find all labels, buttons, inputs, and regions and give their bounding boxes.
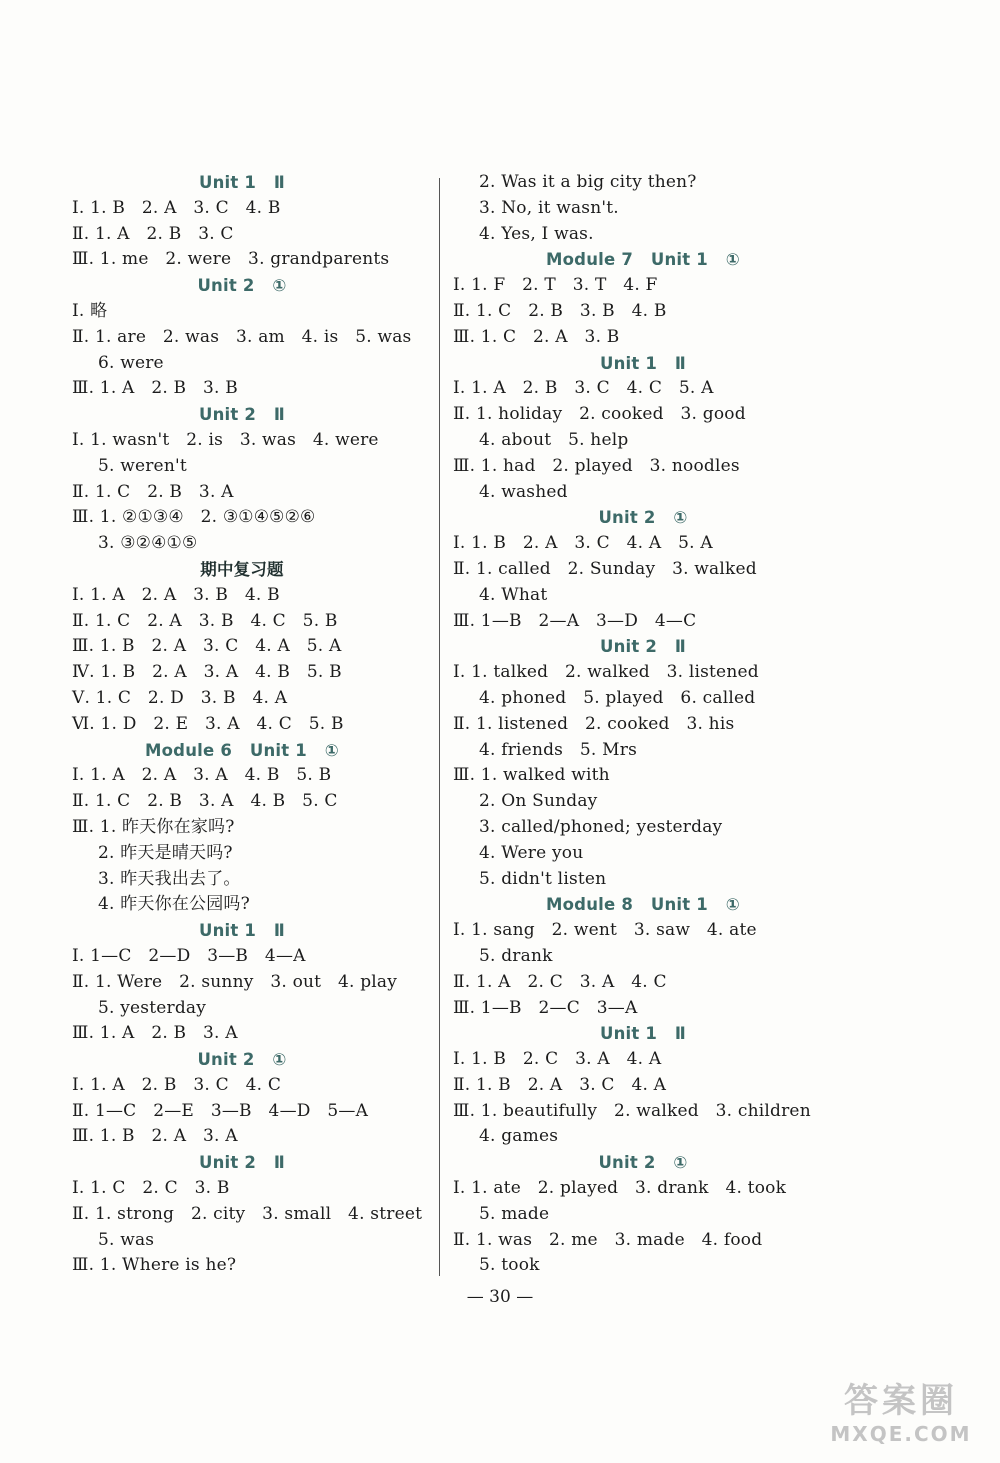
answer-line: Ⅲ. 1. A 2. B 3. A — [72, 1023, 238, 1044]
answer-line: Ⅲ. 1. 昨天你在家吗? — [72, 816, 235, 837]
answer-line: Ⅲ. 1. ②①③④ 2. ③①④⑤②⑥ — [72, 507, 316, 528]
section-heading: 期中复习题 — [200, 559, 284, 579]
left-column — [72, 170, 423, 1279]
answer-line: Ⅰ. 1. A 2. A 3. B 4. B — [72, 584, 280, 605]
answer-line: Ⅱ. 1—C 2—E 3—B 4—D 5—A — [72, 1100, 369, 1121]
answer-line: Ⅰ. 1. F 2. T 3. T 4. F — [453, 275, 658, 296]
answer-line: 2. Was it a big city then? — [479, 172, 697, 192]
answer-line: Ⅲ. 1—B 2—C 3—A — [453, 997, 638, 1018]
answer-line: 5. yesterday — [98, 997, 207, 1018]
answer-line: Ⅳ. 1. B 2. A 3. A 4. B 5. B — [72, 662, 342, 683]
section-heading: Unit 1 Ⅱ — [198, 173, 285, 192]
answer-line: 4. Yes, I was. — [479, 223, 594, 244]
answer-line: 4. phoned 5. played 6. called — [479, 687, 756, 708]
answer-line: 4. games — [479, 1126, 559, 1147]
section-heading: Unit 2 ① — [197, 276, 287, 296]
answer-line: Ⅲ. 1. Where is he? — [72, 1255, 237, 1276]
answer-line: 4. 昨天你在公园吗? — [98, 894, 250, 915]
answer-line: Ⅵ. 1. D 2. E 3. A 4. C 5. B — [72, 713, 344, 734]
section-heading: Module 8 Unit 1 ① — [546, 895, 740, 915]
answer-line: Ⅰ. 1. wasn't 2. is 3. was 4. were — [72, 429, 379, 450]
answer-line: Ⅲ. 1—B 2—A 3—D 4—C — [453, 610, 697, 631]
section-heading: Unit 2 ① — [598, 508, 688, 528]
answer-line: Ⅰ. 1. B 2. A 3. C 4. B — [72, 197, 281, 218]
answer-line: Ⅱ. 1. called 2. Sunday 3. walked — [453, 558, 757, 579]
page-number: — 30 — — [466, 1287, 534, 1307]
section-heading: Unit 2 Ⅱ — [599, 637, 686, 657]
answer-line: Ⅱ. 1. are 2. was 3. am 4. is 5. was — [72, 326, 412, 347]
watermark-en: MXQE.COM — [830, 1422, 972, 1446]
answer-line: Ⅱ. 1. listened 2. cooked 3. his — [453, 713, 735, 734]
answer-line: 5. drank — [479, 945, 553, 966]
answer-line: 2. On Sunday — [479, 791, 598, 812]
answer-line: Ⅱ. 1. C 2. A 3. B 4. C 5. B — [72, 610, 338, 631]
section-heading: Unit 1 Ⅱ — [198, 921, 285, 941]
section-heading: Unit 1 Ⅱ — [599, 353, 686, 373]
answer-line: Ⅰ. 1. B 2. A 3. C 4. A 5. A — [453, 533, 713, 554]
answer-line: Ⅱ. 1. C 2. B 3. B 4. B — [453, 300, 667, 321]
answer-line: 5. made — [479, 1203, 550, 1224]
answer-line: Ⅴ. 1. C 2. D 3. B 4. A — [72, 687, 288, 708]
answer-line: 4. washed — [479, 481, 568, 502]
answer-line: Ⅰ. 1. A 2. B 3. C 4. C 5. A — [453, 378, 714, 399]
answer-line: Ⅰ. 1—C 2—D 3—B 4—A — [72, 945, 306, 966]
answer-line: 3. ③②④①⑤ — [98, 533, 198, 554]
answer-line: Ⅰ. 1. C 2. C 3. B — [72, 1178, 230, 1199]
column-divider — [439, 178, 440, 1276]
answer-line: Ⅱ. 1. strong 2. city 3. small 4. street — [72, 1203, 423, 1224]
answer-line: Ⅱ. 1. B 2. A 3. C 4. A — [453, 1074, 667, 1095]
answer-line: 3. called/phoned; yesterday — [479, 816, 723, 837]
section-heading: Unit 2 ① — [598, 1153, 688, 1173]
answer-line: 5. was — [98, 1229, 155, 1250]
answer-line: 5. weren't — [98, 455, 187, 476]
answer-line: Ⅱ. 1. A 2. B 3. C — [72, 223, 234, 244]
section-heading: Unit 1 Ⅱ — [599, 1024, 686, 1044]
answer-line: Ⅰ. 1. A 2. A 3. A 4. B 5. B — [72, 765, 332, 786]
watermark-logo — [816, 1381, 986, 1455]
answer-line: Ⅰ. 1. talked 2. walked 3. listened — [453, 662, 759, 683]
right-column — [453, 170, 833, 1279]
answer-line: Ⅰ. 略 — [72, 300, 108, 321]
answer-line: 4. Were you — [479, 842, 584, 863]
answer-line: Ⅰ. 1. A 2. B 3. C 4. C — [72, 1074, 282, 1095]
answer-line: 4. What — [479, 584, 548, 605]
answer-line: Ⅱ. 1. Were 2. sunny 3. out 4. play — [72, 971, 398, 992]
answer-line: Ⅱ. 1. holiday 2. cooked 3. good — [453, 404, 746, 425]
answer-line: Ⅱ. 1. C 2. B 3. A 4. B 5. C — [72, 791, 338, 812]
answer-line: Ⅲ. 1. A 2. B 3. B — [72, 378, 238, 399]
answer-line: 5. took — [479, 1255, 540, 1276]
answer-line: 6. were — [98, 352, 164, 373]
answer-line: Ⅲ. 1. had 2. played 3. noodles — [453, 455, 740, 476]
answer-line: Ⅱ. 1. A 2. C 3. A 4. C — [453, 971, 667, 992]
answer-line: Ⅲ. 1. walked with — [453, 765, 610, 786]
answer-line: 4. about 5. help — [479, 429, 629, 450]
answer-line: Ⅲ. 1. B 2. A 3. C 4. A 5. A — [72, 636, 342, 657]
answer-line: Ⅰ. 1. B 2. C 3. A 4. A — [453, 1049, 662, 1070]
answer-line: Ⅲ. 1. beautifully 2. walked 3. children — [453, 1100, 811, 1121]
answer-line: 4. friends 5. Mrs — [479, 739, 637, 760]
answer-line: 2. 昨天是晴天吗? — [98, 842, 233, 863]
answer-line: Ⅲ. 1. C 2. A 3. B — [453, 326, 620, 347]
answer-line: Ⅰ. 1. ate 2. played 3. drank 4. took — [453, 1178, 787, 1199]
answer-line: Ⅱ. 1. was 2. me 3. made 4. food — [453, 1229, 763, 1250]
watermark-cn: 答案圈 — [844, 1381, 958, 1421]
section-heading: Module 7 Unit 1 ① — [546, 250, 740, 270]
answer-line: 3. No, it wasn't. — [479, 197, 619, 218]
answer-line: Ⅲ. 1. B 2. A 3. A — [72, 1126, 238, 1147]
section-heading: Unit 2 Ⅱ — [198, 405, 285, 425]
section-heading: Unit 2 Ⅱ — [198, 1153, 285, 1173]
answer-line: Ⅱ. 1. C 2. B 3. A — [72, 481, 234, 502]
answer-line: 5. didn't listen — [479, 868, 607, 889]
section-heading: Unit 2 ① — [197, 1050, 287, 1070]
section-heading: Module 6 Unit 1 ① — [145, 740, 339, 760]
answer-line: 3. 昨天我出去了。 — [98, 868, 241, 889]
answer-line: Ⅰ. 1. sang 2. went 3. saw 4. ate — [453, 920, 757, 941]
answer-line: Ⅲ. 1. me 2. were 3. grandparents — [72, 249, 390, 270]
